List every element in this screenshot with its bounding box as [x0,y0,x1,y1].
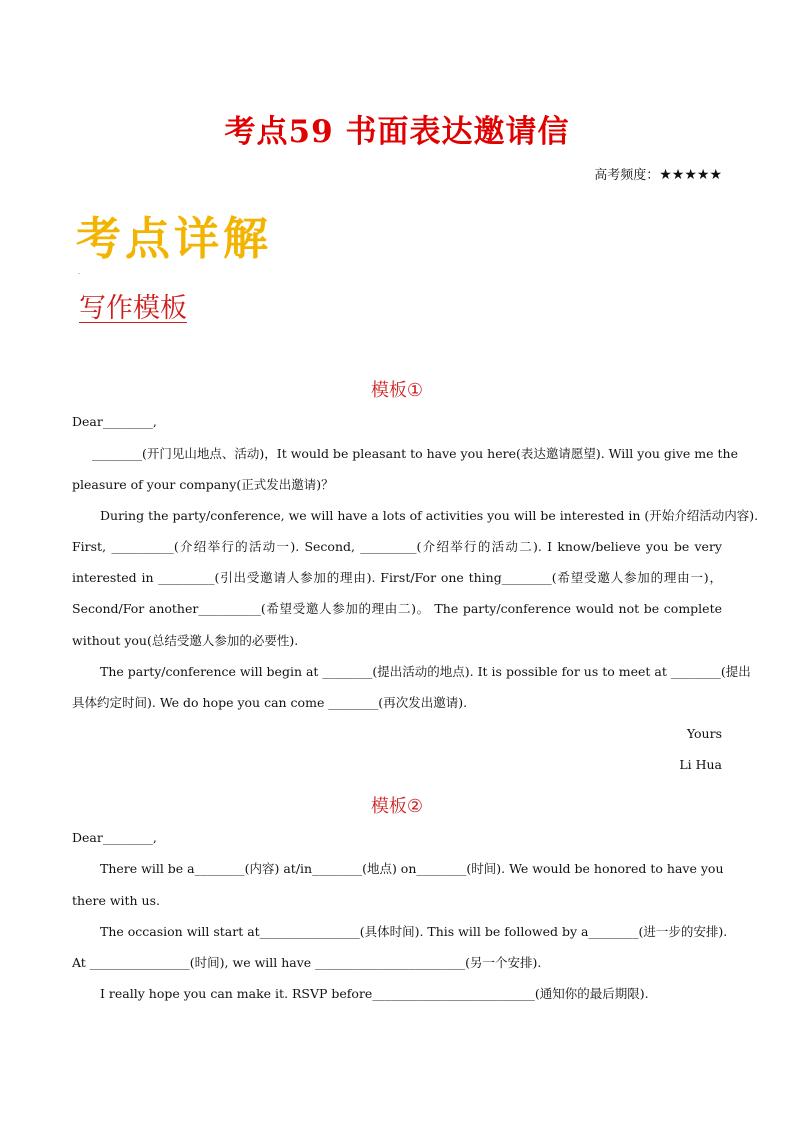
star-rating-icons: ★★★★★ [659,167,722,183]
template2-line: I really hope you can make it. RSVP before__________________________(通知你的最后期限). [100,986,649,1001]
template1-line: ________(开门见山地点、活动)，It would be pleasant to have you here(表达邀请愿望). Will you give me the [92,446,738,461]
template1-closing: Yours [686,726,722,741]
template1-line: Second/For another__________(希望受邀人参加的理由二)。 The party/conference would not be complete [72,601,722,616]
template2-line: There will be a________(内容) at/in________(地点) on________(时间). We would be honored to have you [100,861,724,876]
template1-signature: Li Hua [679,757,722,772]
frequency-rating [594,164,722,183]
frequency-label: 高考频度： [594,168,660,183]
section-title: 考点详解 [76,212,273,265]
template2-line: there with us. [72,893,161,908]
template1-line: interested in _________(引出受邀请人参加的理由). First/For one thing________(希望受邀人参加的理由一)， [72,570,722,585]
subheading: 写作模板 [79,293,187,324]
small-mark: - [78,270,81,277]
template1-line: without you(总结受邀人参加的必要性). [72,633,299,648]
template1-line: 具体约定时间). We do hope you can come ________(再次发出邀请). [72,695,468,710]
template1-line: The party/conference will begin at ________(提出活动的地点). It is possible for us to meet at ________(提出 [100,664,751,679]
template2-title: 模板② [370,796,424,817]
template1-line: Dear________, [72,414,157,429]
template2-line: The occasion will start at________________(具体时间). This will be followed by a________(进一步的安排). [100,924,728,939]
template2-line: Dear________, [72,830,157,845]
page-title: 考点59 书面表达邀请信 [224,114,570,150]
template1-title: 模板① [370,380,424,401]
template1-line: pleasure of your company(正式发出邀请)？ [72,477,334,492]
template1-line: First, __________(介绍举行的活动一). Second, _________(介绍举行的活动二). I know/believe you be very [72,539,722,554]
template2-line: At ________________(时间), we will have ________________________(另一个安排). [72,955,542,970]
template1-line: During the party/conference, we will have a lots of activities you will be interested in (开始介绍活动内容). [100,508,759,523]
